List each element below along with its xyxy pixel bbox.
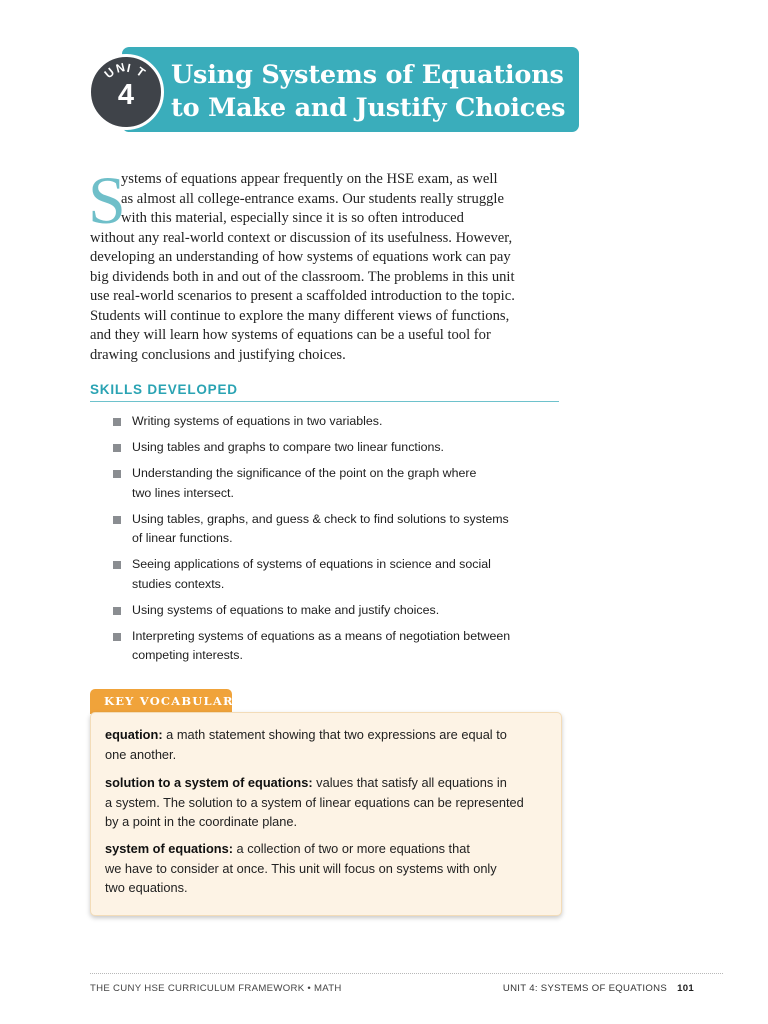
intro-line: as almost all college-entrance exams. Our students really struggle: [121, 190, 504, 207]
vocab-definition: by a point in the coordinate plane.: [105, 814, 298, 829]
skill-text: Writing systems of equations in two variables.: [132, 414, 383, 428]
vocab-definition: a system. The solution to a system of linear equations can be represented: [105, 794, 524, 810]
intro-line: without any real-world context or discussion of its usefulness. However,: [90, 229, 513, 246]
footer-divider: [90, 973, 723, 974]
intro-line: developing an understanding of how systems of equations work can pay: [90, 249, 511, 265]
intro-line: and they will learn how systems of equations can be a useful tool for: [90, 327, 491, 343]
skill-text: Interpreting systems of equations as a means of negotiation between: [132, 628, 511, 643]
unit-letter: I: [125, 60, 133, 75]
square-bullet-icon: [113, 418, 121, 426]
vocab-entry-system: [105, 839, 550, 898]
skill-item: [112, 412, 562, 432]
square-bullet-icon: [113, 607, 121, 615]
skill-text: Using tables and graphs to compare two linear functions.: [132, 440, 445, 454]
vocab-definition: values that satisfy all equations in: [312, 775, 507, 790]
intro-line: Students will continue to explore the many different views of functions,: [90, 307, 510, 324]
vocab-definition: two equations.: [105, 880, 188, 895]
drop-cap: S: [88, 162, 126, 238]
vocab-term: system of equations:: [105, 841, 233, 856]
page-title: [171, 59, 571, 125]
skill-item: [112, 464, 562, 503]
skills-list: [112, 412, 562, 672]
intro-line: with this material, especially since it is so often introduced: [121, 210, 464, 226]
vocab-entry-solution: [105, 773, 550, 832]
skill-text: two lines intersect.: [132, 485, 234, 500]
skill-item: [112, 438, 562, 458]
skill-item: [112, 601, 562, 621]
vocab-definition: a collection of two or more equations that: [233, 841, 470, 856]
skill-text: of linear functions.: [132, 531, 233, 545]
square-bullet-icon: [113, 633, 121, 641]
vocabulary-label: KEY VOCABULARY: [104, 694, 243, 708]
intro-line: use real-world scenarios to present a scaffolded introduction to the topic.: [90, 288, 515, 304]
skills-heading: SKILLS DEVELOPED: [90, 382, 559, 402]
unit-letter: N: [114, 59, 126, 76]
vocab-definition: a math statement showing that two expressions are equal to: [162, 727, 507, 742]
skill-item: [112, 627, 562, 666]
square-bullet-icon: [113, 470, 121, 478]
intro-line: big dividends both in and out of the classroom. The problems in this unit: [90, 268, 515, 285]
title-line-2: to Make and Justify Choices: [171, 93, 566, 123]
page-number: 101: [677, 983, 694, 994]
unit-letter: T: [133, 64, 149, 80]
intro-line: drawing conclusions and justifying choices.: [90, 346, 346, 363]
unit-badge: [88, 54, 164, 130]
skill-text: Seeing applications of systems of equations in science and social: [132, 557, 491, 571]
skill-item: [112, 555, 562, 594]
skill-text: studies contexts.: [132, 576, 225, 591]
vocab-definition: one another.: [105, 746, 177, 762]
vocab-entry-equation: [105, 725, 550, 764]
footer-unit: UNIT 4: SYSTEMS OF EQUATIONS: [502, 983, 668, 994]
vocab-definition: we have to consider at once. This unit will focus on systems with only: [105, 860, 497, 876]
skill-text: competing interests.: [132, 648, 243, 662]
unit-letter: U: [101, 64, 118, 82]
title-line-1: Using Systems of Equations: [171, 60, 564, 90]
footer-section: [503, 983, 694, 994]
skill-item: [112, 510, 562, 549]
skill-text: Using tables, graphs, and guess & check to find solutions to systems: [132, 511, 509, 526]
skill-text: Understanding the significance of the point on the graph where: [132, 466, 477, 480]
vocab-term: solution to a system of equations:: [105, 775, 313, 790]
intro-paragraph: [90, 170, 562, 365]
square-bullet-icon: [113, 561, 121, 569]
intro-line: ystems of equations appear frequently on the HSE exam, as well: [121, 171, 498, 187]
skill-text: Using systems of equations to make and justify choices.: [132, 602, 440, 617]
unit-number: 4: [117, 79, 135, 111]
square-bullet-icon: [113, 444, 121, 452]
footer-publication: THE CUNY HSE CURRICULUM FRAMEWORK • MATH: [90, 983, 342, 994]
vocab-term: equation:: [105, 727, 163, 742]
square-bullet-icon: [113, 516, 121, 524]
